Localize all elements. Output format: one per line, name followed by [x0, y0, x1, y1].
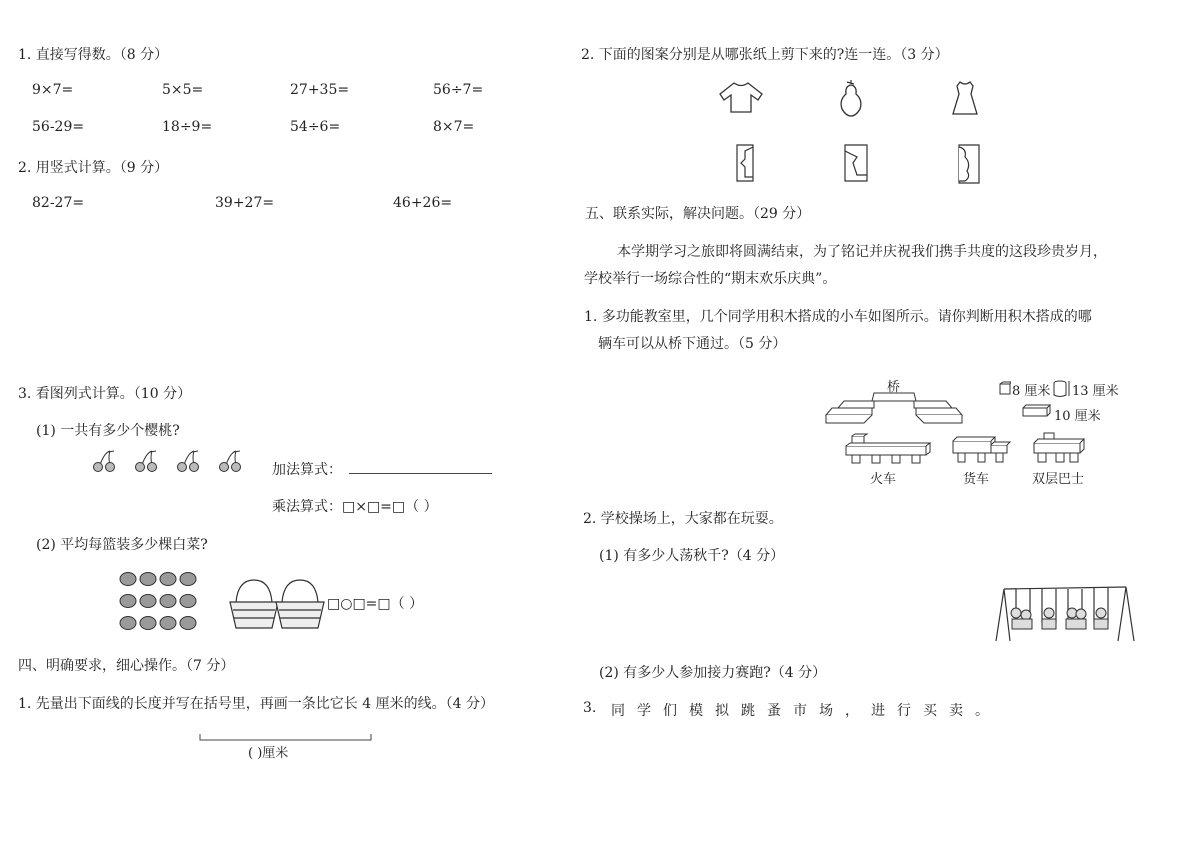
measure-unit: ( )厘米	[248, 746, 289, 761]
p3-number: 3.	[583, 700, 597, 716]
div-expression: □○□=□（ ）	[327, 596, 424, 612]
bus-illustration	[1030, 431, 1090, 467]
p2-title: 2. 学校操场上，大家都在玩耍。	[583, 511, 783, 527]
r-q2-title: 2. 下面的图案分别是从哪张纸上剪下来的?连一连。（3 分）	[581, 47, 949, 63]
q1-item: 9×7=	[32, 82, 74, 98]
dim-10cm: 10 厘米	[1054, 409, 1101, 424]
paper-shirt-cutout	[735, 143, 755, 183]
dim-8cm: 8 厘米	[1012, 384, 1051, 399]
dim-13cm: 13 厘米	[1072, 384, 1119, 399]
p2-sub2: (2) 有多少人参加接力赛跑?（4 分）	[599, 665, 827, 681]
q3-sub2: (2) 平均每篮装多少棵白菜?	[36, 537, 208, 553]
car-label-train: 火车	[870, 472, 897, 487]
q1-item: 27+35=	[290, 82, 350, 98]
q3-title: 3. 看图列式计算。（10 分）	[18, 386, 192, 402]
sec5-intro-line1: 本学期学习之旅即将圆满结束，为了铭记并庆祝我们携手共度的这段珍贵岁月，	[617, 244, 1107, 260]
sec4-title: 四、明确要求，细心操作。（7 分）	[18, 658, 235, 674]
paper-gourd-cutout	[957, 143, 981, 185]
mul-label: 乘法算式：□×□=□（ ）	[272, 499, 438, 515]
train-illustration	[842, 433, 932, 467]
block-small-icon	[999, 381, 1011, 395]
q2-title: 2. 用竖式计算。（9 分）	[18, 160, 169, 176]
car-label-bus: 双层巴士	[1032, 472, 1085, 487]
q3-sub1: (1) 一共有多少个樱桃?	[36, 423, 180, 439]
add-answer-line[interactable]	[349, 473, 492, 474]
q1-title: 1. 直接写得数。（8 分）	[18, 47, 169, 63]
cylinder-block-icon	[1052, 380, 1072, 398]
paper-dress-cutout	[843, 143, 869, 183]
p2-sub1: (1) 有多少人荡秋千?（4 分）	[599, 548, 785, 564]
dress-shape	[951, 80, 979, 116]
basket-illustration	[228, 578, 328, 632]
sec5-title: 五、联系实际，解决问题。（29 分）	[585, 206, 811, 222]
q1-item: 56-29=	[32, 119, 85, 135]
sec4-q1: 1. 先量出下面线的长度并写在括号里，再画一条比它长 4 厘米的线。（4 分）	[18, 696, 494, 712]
p3-text: 同学们模拟跳蚤市场，进行买卖。	[611, 703, 1001, 719]
long-block-icon	[1022, 404, 1052, 418]
q1-item: 56÷7=	[433, 82, 484, 98]
q2-item: 46+26=	[393, 195, 453, 211]
q1-item: 8×7=	[433, 119, 475, 135]
gourd-shape	[838, 78, 864, 118]
cherry-group-illustration	[90, 449, 250, 475]
sec5-intro-line2: 学校举行一场综合性的“期末欢乐庆典”。	[584, 271, 837, 287]
q2-item: 82-27=	[32, 195, 85, 211]
q2-item: 39+27=	[215, 195, 275, 211]
q1-item: 5×5=	[162, 82, 204, 98]
p1-line1: 1. 多功能教室里，几个同学用积木搭成的小车如图所示。请你判断用积木搭成的哪	[584, 309, 1092, 325]
bridge-label: 桥	[887, 380, 901, 395]
car-label-truck: 货车	[963, 472, 990, 487]
p1-line2: 辆车可以从桥下通过。（5 分）	[598, 336, 787, 352]
shirt-shape	[718, 80, 764, 114]
cabbage-group-illustration	[118, 570, 204, 632]
swing-illustration	[994, 583, 1136, 643]
q1-item: 18÷9=	[162, 119, 213, 135]
q1-item: 54÷6=	[290, 119, 341, 135]
add-label: 加法算式：	[272, 462, 342, 478]
truck-illustration	[950, 435, 1012, 467]
